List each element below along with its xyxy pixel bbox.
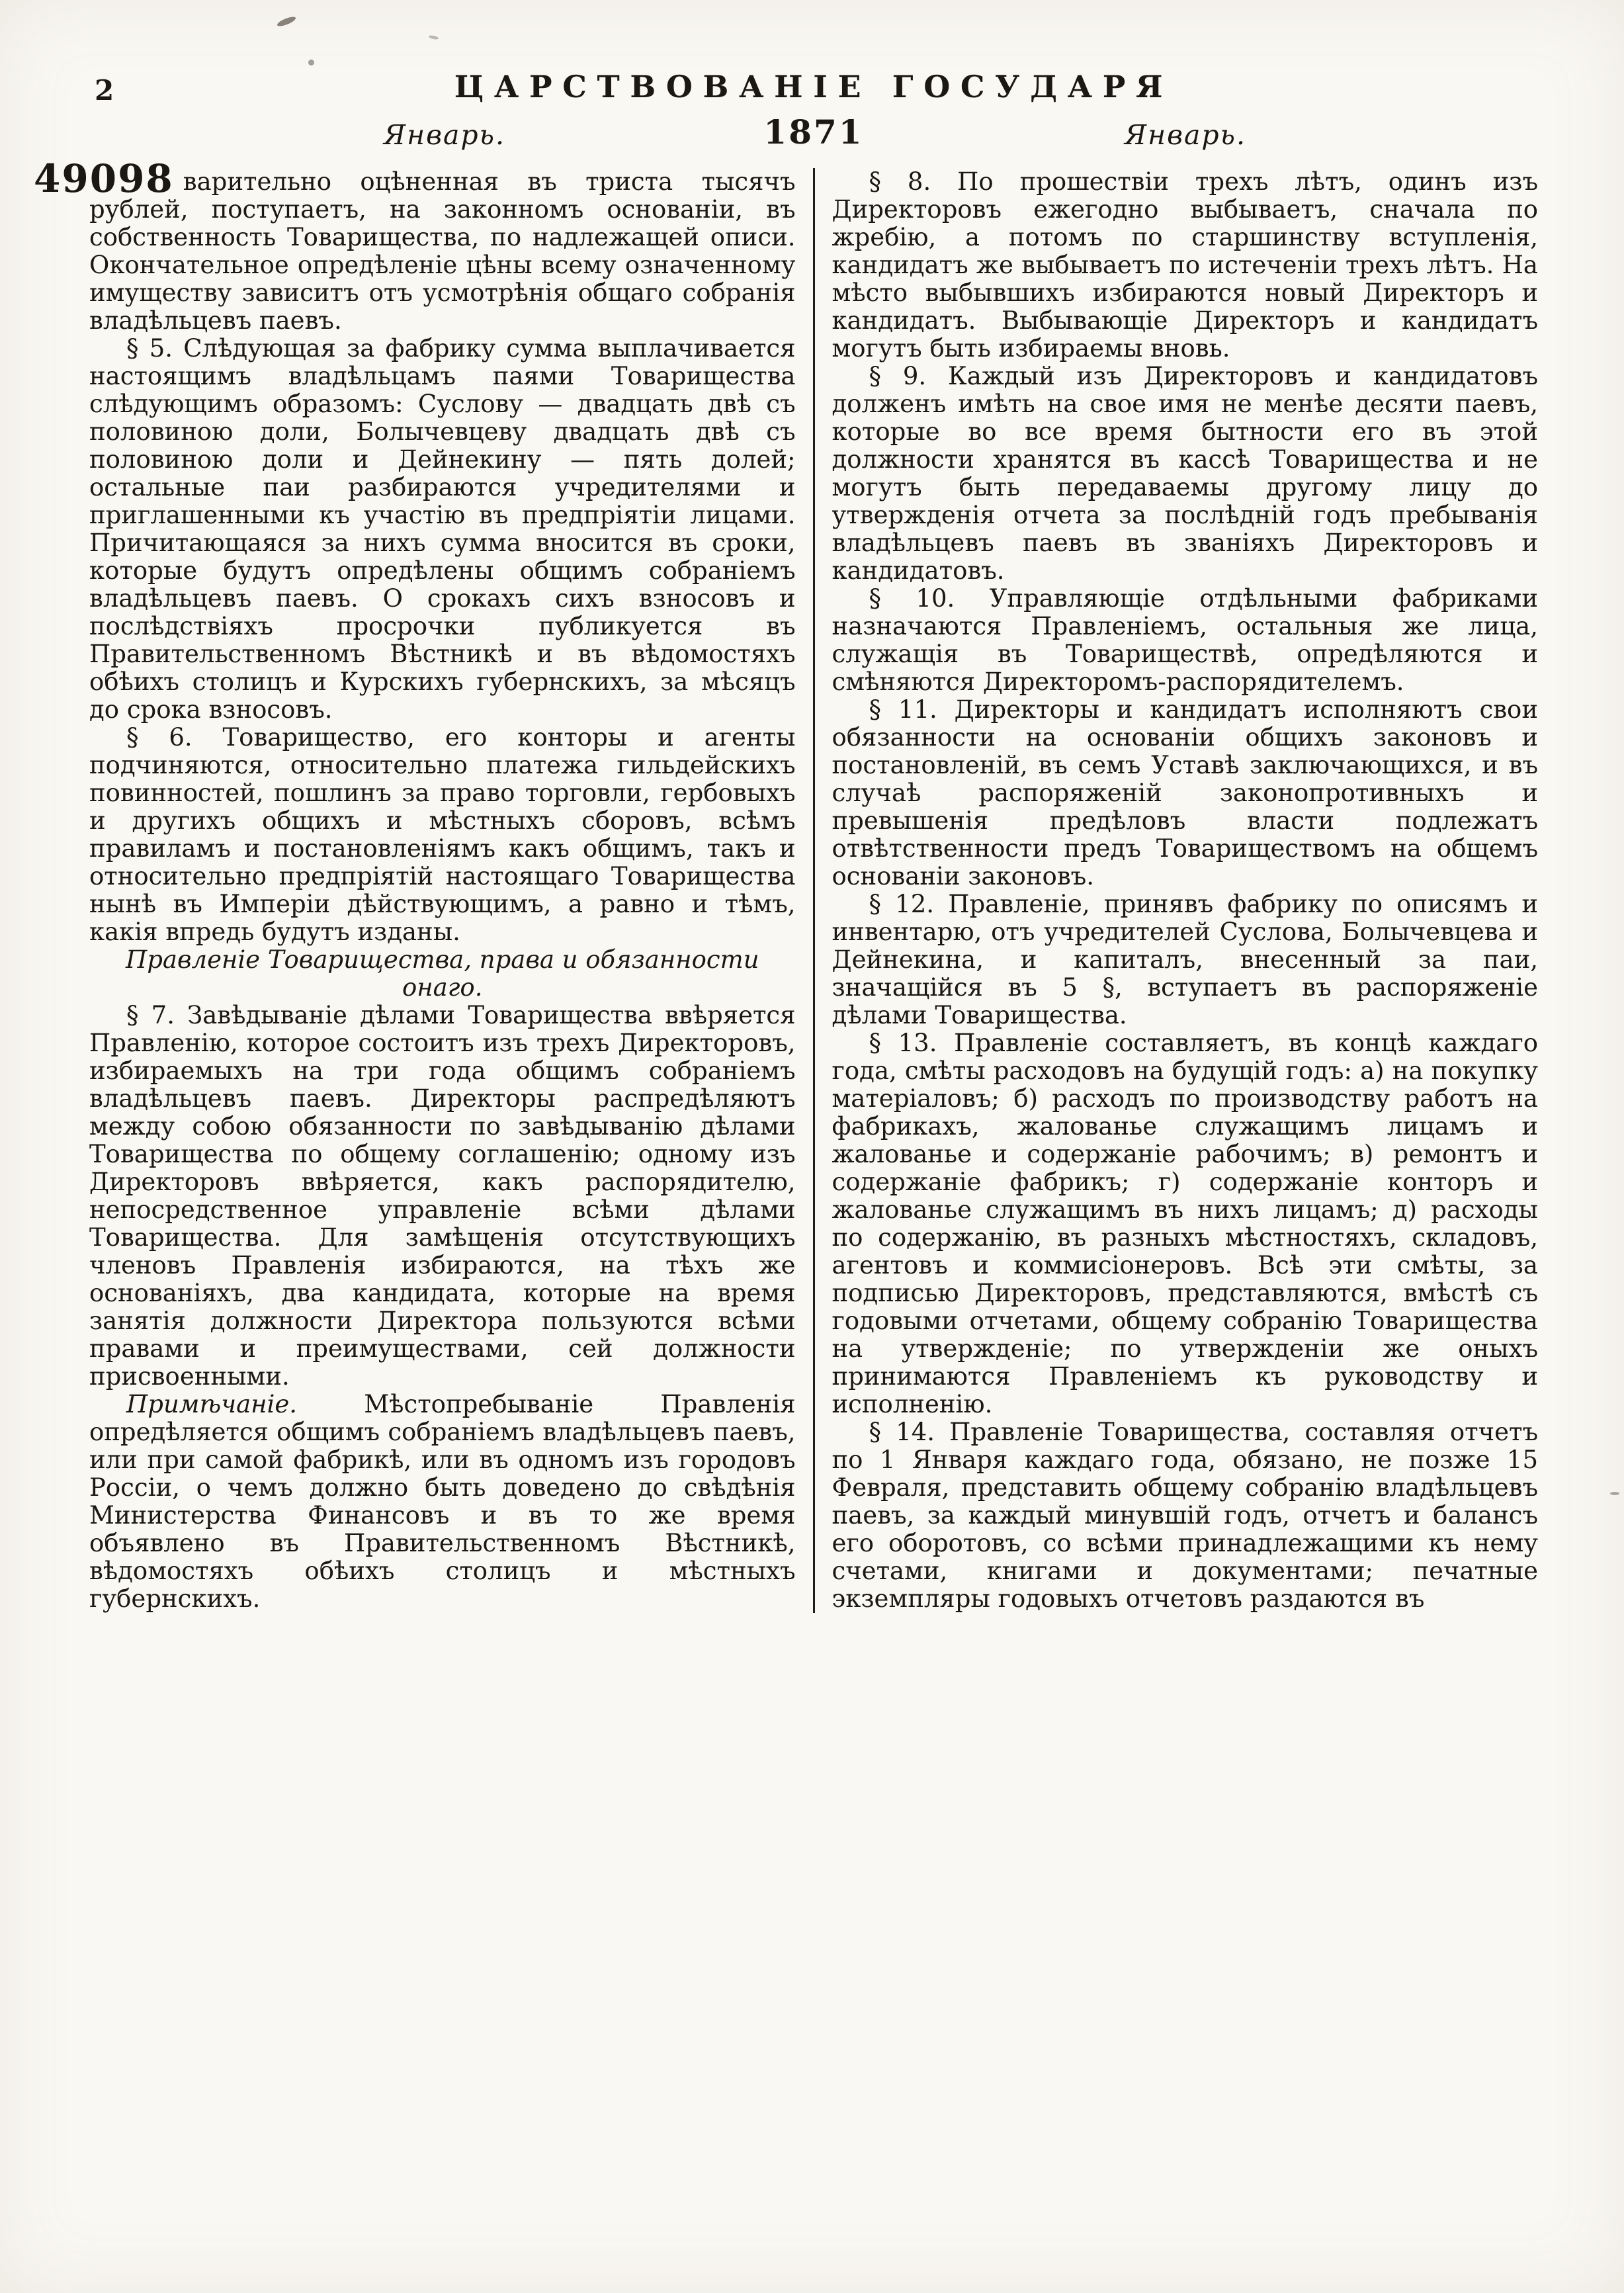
- page-number: 2: [95, 74, 115, 107]
- paragraph-section-7: § 7. Завѣдываніе дѣлами Товарищества ввѣряется Правленію, которое состоитъ изъ трехъ Директоровъ, избираемыхъ на три года общимъ собраніемъ владѣльцевъ паевъ. Директоры распредѣляютъ между собою обязанности по завѣдыванію дѣлами Товарищества по общему соглашенію; одному изъ Директоровъ ввѣряется, какъ распорядителю, непосредственное управленіе всѣми дѣлами Товарищества. Для замѣщенія отсутствующихъ членовъ Правленія избираются, на тѣхъ же основаніяхъ, два кандидата, которые на время занятія должности Директора пользуются всѣми правами и преимуществами, сей должности присвоенными.: [89, 1001, 796, 1391]
- note-label: Примѣчаніе.: [126, 1390, 298, 1418]
- paragraph-section-12: § 12. Правленіе, принявъ фабрику по описямъ и инвентарю, отъ учредителей Суслова, Болычевцева и Дейнекина, и капиталъ, внесенный за паи, значащійся въ 5 §, вступаетъ въ распоряженіе дѣлами Товарищества.: [832, 890, 1538, 1029]
- column-divider: [813, 168, 815, 1613]
- note-text: Мѣстопребываніе Правленія опредѣляется общимъ собраніемъ владѣльцевъ паевъ, или при самой фабрикѣ, или въ одномъ изъ городовъ Россіи, о чемъ должно быть доведено до свѣдѣнія Министерства Финансовъ и въ то же время объявлено въ Правительственномъ Вѣстникѣ, вѣдомостяхъ обѣихъ столицъ и мѣстныхъ губернскихъ.: [89, 1390, 796, 1613]
- left-column-month-label: Январь.: [383, 119, 506, 151]
- act-number: 49098: [34, 156, 174, 201]
- paragraph-section-9: § 9. Каждый изъ Директоровъ и кандидатовъ долженъ имѣть на свое имя не менѣе десяти паевъ, которые во все время бытности его въ этой должности хранятся въ кассѣ Товарищества и не могутъ быть передаваемы другому лицу до утвержденія отчета за послѣдній годъ пребыванія владѣльцевъ паевъ въ званіяхъ Директоровъ и кандидатовъ.: [832, 362, 1538, 585]
- left-column: [34, 156, 796, 1613]
- right-column-month-label: Январь.: [1124, 119, 1247, 151]
- paragraph-section-13: § 13. Правленіе составляетъ, въ концѣ каждаго года, смѣты расходовъ на будущій годъ: а) на покупку матеріаловъ; б) расходъ по производству работъ на фабрикахъ, жалованье служащимъ лицамъ и жалованье и содержаніе рабочимъ; в) ремонтъ и содержаніе фабрикъ; г) содержаніе конторъ и жалованье служащимъ въ нихъ лицамъ; д) расходы по содержанію, въ разныхъ мѣстностяхъ, складовъ, агентовъ и коммисіонеровъ. Всѣ эти смѣты, за подписью Директоровъ, представляются, вмѣстѣ съ годовыми отчетами, общему собранію Товарищества на утвержденіе; по утвержденіи же оныхъ принимаются Правленіемъ къ руководству и исполненію.: [832, 1029, 1538, 1418]
- scan-speck: [429, 34, 439, 40]
- paragraph-section-8: § 8. По прошествіи трехъ лѣтъ, одинъ изъ Директоровъ ежегодно выбываетъ, сначала по жребію, а потомъ по старшинству вступленія, кандидатъ же выбываетъ по истеченіи трехъ лѣтъ. На мѣсто выбывшихъ избираются новый Директоръ и кандидатъ. Выбывающіе Директоръ и кандидатъ могутъ быть избираемы вновь.: [832, 167, 1538, 363]
- running-title: ЦАРСТВОВАНІЕ ГОСУДАРЯ: [454, 69, 1174, 105]
- paragraph-note: [89, 1391, 796, 1613]
- text-columns: [34, 156, 1538, 1613]
- scan-speck: [276, 15, 296, 28]
- subsection-heading: Правленіе Товарищества, права и обязанности онаго.: [125, 945, 759, 1002]
- paragraph-continuation-text: варительно оцѣненная въ триста тысячъ рублей, поступаетъ, на законномъ основаніи, въ собственность Товарищества, по надлежащей описи. Окончательное опредѣленіе цѣны всему означенному имуществу зависитъ отъ усмотрѣнія общаго собранія владѣльцевъ паевъ.: [89, 167, 796, 335]
- right-column: [832, 168, 1539, 1613]
- paragraph-continuation: [34, 156, 796, 335]
- year-label: 1871: [763, 112, 864, 151]
- scan-speck: [308, 60, 314, 65]
- page-header: [89, 69, 1538, 105]
- paragraph-section-11: § 11. Директоры и кандидатъ исполняютъ свои обязанности на основаніи общихъ законовъ и постановленій, въ семъ Уставѣ заключающихся, и въ случаѣ распоряженій законопротивныхъ и превышенія предѣловъ власти подлежатъ отвѣтственности предъ Товариществомъ на общемъ основаніи законовъ.: [832, 695, 1538, 890]
- paragraph-section-5: § 5. Слѣдующая за фабрику сумма выплачивается настоящимъ владѣльцамъ паями Товарищества слѣдующимъ образомъ: Суслову — двадцать двѣ съ половиною доли, Болычевцеву двадцать двѣ съ половиною доли и Дейнекину — пять долей; остальные паи разбираются учредителями и приглашенными къ участію въ предпріятіи лицами. Причитающаяся за нихъ сумма вносится въ сроки, которые будутъ опредѣлены общимъ собраніемъ владѣльцевъ паевъ. О срокахъ сихъ взносовъ и послѣдствіяхъ просрочки публикуется въ Правительственномъ Вѣстникѣ и въ вѣдомостяхъ обѣихъ столицъ и Курскихъ губернскихъ, за мѣсяцъ до срока взносовъ.: [89, 334, 796, 724]
- paragraph-section-6: § 6. Товарищество, его конторы и агенты подчиняются, относительно платежа гильдейскихъ повинностей, пошлинъ за право торговли, гербовыхъ и другихъ общихъ и мѣстныхъ сборовъ, всѣмъ правиламъ и постановленіямъ какъ общимъ, такъ и относительно предпріятій настоящаго Товарищества нынѣ въ Имперіи дѣйствующимъ, а равно и тѣмъ, какія впредь будутъ изданы.: [89, 723, 796, 946]
- scan-speck: [1610, 1492, 1619, 1495]
- paragraph-section-14: § 14. Правленіе Товарищества, составляя отчетъ по 1 Января каждаго года, обязано, не позже 15 Февраля, представить общему собранію владѣльцевъ паевъ, за каждый минувшій годъ, отчетъ и балансъ его оборотовъ, со всѣми принадлежащими къ нему счетами, книгами и документами; печатные экземпляры годовыхъ отчетовъ раздаются въ: [832, 1418, 1538, 1613]
- paragraph-section-10: § 10. Управляющіе отдѣльными фабриками назначаются Правленіемъ, остальныя же лица, служащія въ Товариществѣ, опредѣляются и смѣняются Директоромъ-распорядителемъ.: [832, 584, 1538, 696]
